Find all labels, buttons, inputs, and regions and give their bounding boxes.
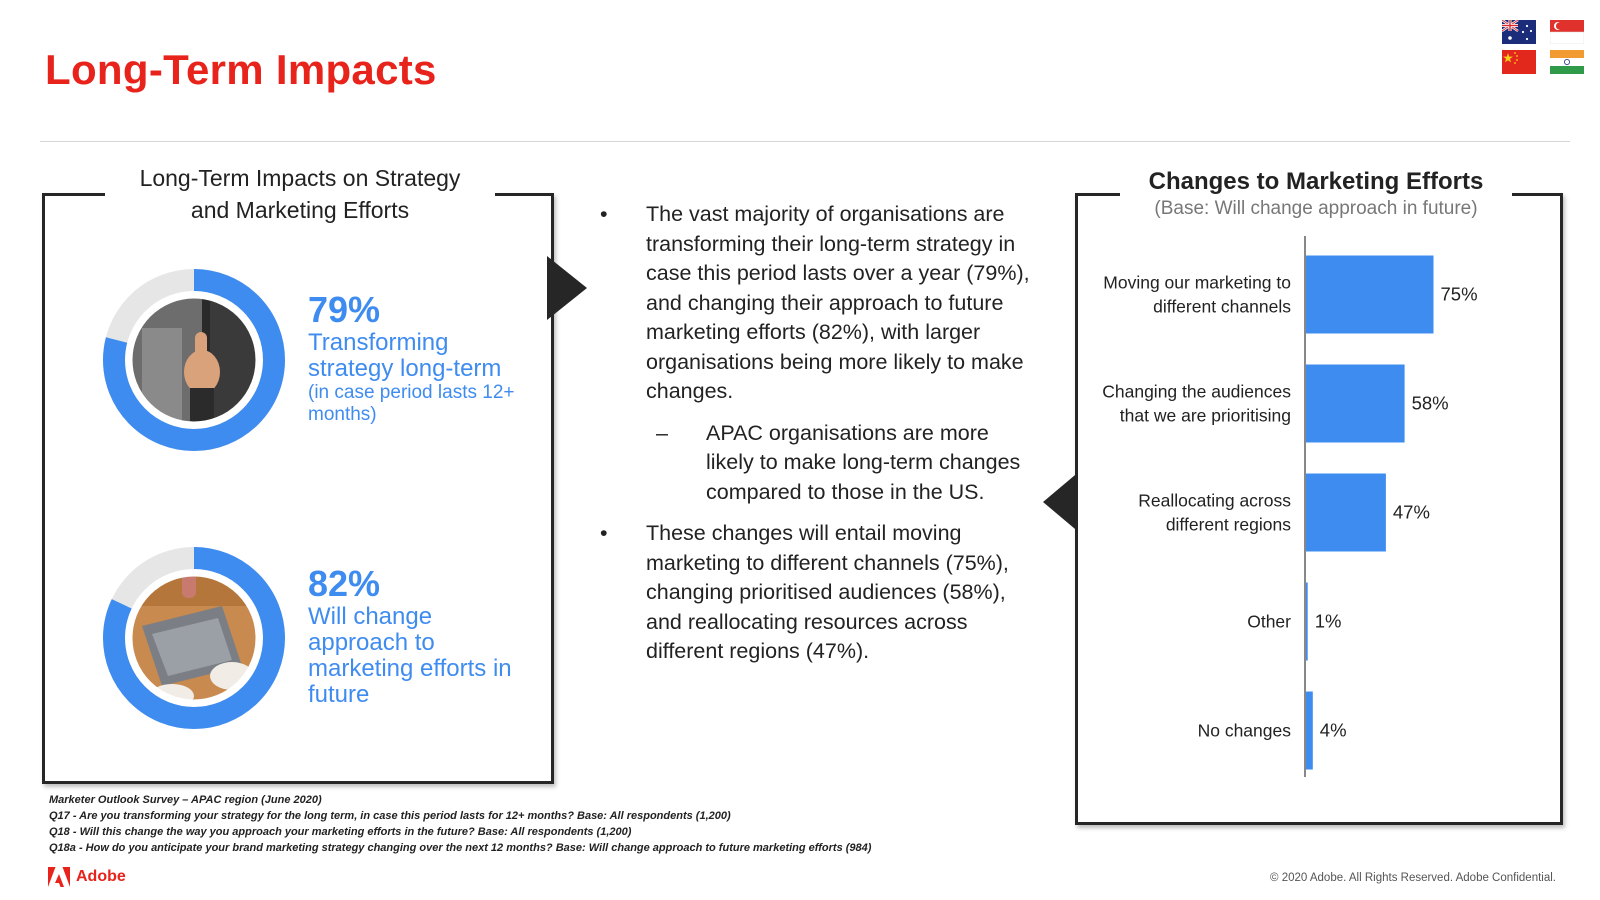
data-label: 75% [1440, 283, 1478, 305]
bullet-marker: • [600, 202, 608, 226]
left-panel-title [105, 162, 495, 226]
chart-title: Changes to Marketing Efforts [1148, 168, 1484, 195]
bar [1306, 474, 1386, 552]
stat-description: Will change approach to marketing efforts in future [308, 603, 512, 708]
category-label: Changing the audiences that we are prioritising [1102, 381, 1291, 426]
page-title: Long-Term Impacts [45, 46, 437, 93]
stat-change-approach [308, 564, 518, 708]
category-label: Other [1247, 611, 1291, 632]
stat-value: 79% [308, 289, 381, 330]
adobe-logo-icon [48, 867, 70, 887]
left-panel-title-line1: Long-Term Impacts on Strategy [139, 165, 461, 191]
adobe-logo-text: Adobe [76, 868, 126, 885]
bar [1306, 365, 1405, 443]
marketing-approach-donut [102, 546, 286, 730]
data-label: 4% [1319, 719, 1347, 741]
bar [1306, 256, 1434, 334]
strategy-donut [102, 268, 286, 452]
australia-flag [1502, 20, 1536, 44]
bullet-text: The vast majority of organisations are transforming their long-term strategy in case this period lasts over a year (79%), and changing their approach to future marketing efforts (82%), with larger organisations being more likely to make changes. [646, 202, 1030, 403]
data-label: 47% [1392, 501, 1430, 523]
stat-description: Transforming strategy long-term [308, 329, 502, 382]
chart-subtitle: (Base: Will change approach in future) [1154, 198, 1478, 219]
country-flags [1502, 20, 1588, 76]
pointer-arrow-right [547, 256, 589, 320]
category-label: Moving our marketing to different channels [1103, 272, 1291, 317]
chart-title-block [1120, 166, 1512, 220]
header-divider [40, 141, 1570, 142]
category-label: No changes [1197, 720, 1291, 741]
sub-bullet-text: APAC organisations are more likely to make long-term changes compared to those in the US. [706, 420, 1021, 504]
data-label: 58% [1411, 392, 1449, 414]
bar [1306, 692, 1313, 770]
footnote-line: Q18a - How do you anticipate your brand marketing strategy changing over the next 12 months? Base: Will change approach to future marketing efforts (984) [49, 842, 872, 854]
footnote-title: Marketer Outlook Survey – APAC region (June 2020) [49, 794, 322, 806]
marketing-changes-bar-chart [1078, 232, 1556, 812]
bullet-item [600, 519, 1040, 667]
sub-bullet-marker: – [656, 420, 668, 445]
key-findings [600, 200, 1040, 679]
stat-value: 82% [308, 563, 381, 604]
left-panel-title-line2: and Marketing Efforts [190, 197, 410, 223]
bullet-marker: • [600, 521, 608, 545]
category-label: Reallocating across different regions [1138, 490, 1291, 535]
adobe-logo [48, 866, 126, 888]
stat-note: (in case period lasts 12+ months) [308, 382, 515, 425]
singapore-flag [1550, 20, 1584, 44]
data-label: 1% [1314, 610, 1342, 632]
bullet-item [600, 200, 1040, 407]
china-flag [1502, 50, 1536, 74]
stat-transforming-strategy [308, 290, 518, 426]
copyright: © 2020 Adobe. All Rights Reserved. Adobe Confidential. [1270, 872, 1556, 884]
survey-footnotes [49, 792, 871, 856]
bar [1306, 583, 1308, 661]
footnote-line: Q17 - Are you transforming your strategy for the long term, in case this period lasts for 12+ months? Base: All respondents (1,200) [49, 810, 731, 822]
bullet-text: These changes will entail moving marketing to different channels (75%), changing prioritised audiences (58%), and reallocating resources across different regions (47%). [646, 521, 1009, 663]
sub-bullet-item [600, 419, 1040, 508]
footnote-line: Q18 - Will this change the way you approach your marketing efforts in the future? Base: All respondents (1,200) [49, 826, 632, 838]
india-flag [1550, 50, 1584, 74]
